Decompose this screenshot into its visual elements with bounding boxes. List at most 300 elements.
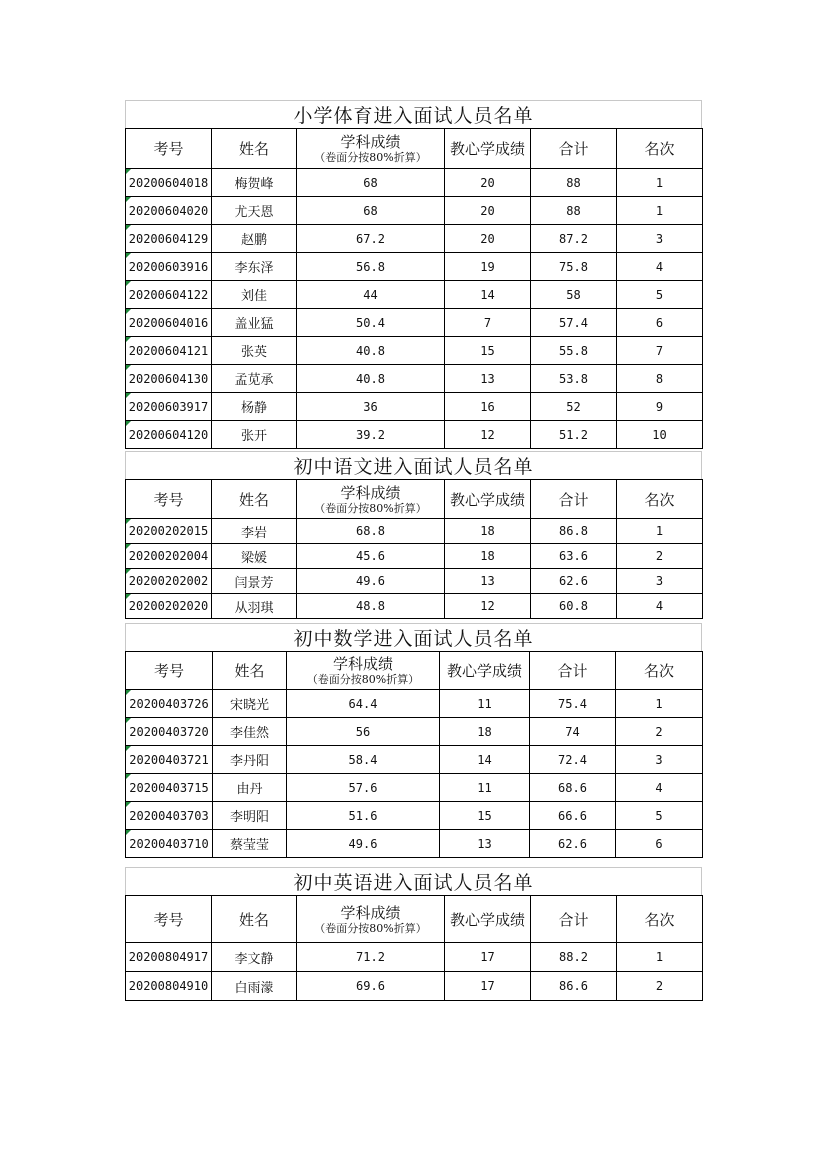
cell-name-text: 刘佳 [240,289,267,304]
cell-pedagogy [445,309,531,337]
cell-name-text: 白雨濛 [234,980,274,996]
cell-id [126,421,212,449]
cell-total-text: 86.8 [559,524,588,538]
cell-total [531,594,617,619]
cell-subject-text: 56 [355,724,371,739]
cell-pedagogy-text: 14 [477,752,492,767]
section-title: 初中英语进入面试人员名单 [125,867,702,895]
header-id: 考号 [126,129,212,169]
cell-total-text: 87.2 [559,231,588,246]
cell-id-text: 20200403710 [129,836,209,851]
table-row [126,746,703,774]
cell-id [126,746,213,774]
cell-total [531,519,617,544]
cell-pedagogy-text: 11 [477,780,492,795]
cell-id [126,519,212,544]
cell-id [126,253,212,281]
header-subject-label: 学科成绩 [340,903,401,922]
header-name: 姓名 [212,129,297,169]
cell-id-text: 20200202002 [128,574,209,588]
cell-name-text: 李文静 [234,951,274,967]
cell-id-text: 20200604129 [128,231,209,246]
cell-rank-text: 2 [655,549,664,563]
cell-name [213,774,287,802]
cell-name [213,830,287,858]
cell-pedagogy [445,544,531,569]
cell-pedagogy [440,802,530,830]
cell-pedagogy-text: 17 [480,979,495,993]
cell-name-text: 李丹阳 [229,754,269,769]
cell-name-text: 尤天恩 [234,205,274,220]
roster-table [125,479,703,619]
table-row [126,197,703,225]
cell-id [126,830,213,858]
cell-total-text: 74 [565,724,580,739]
cell-id-text: 20200604122 [128,287,209,302]
cell-subject [297,421,445,449]
cell-total-text: 88.2 [559,950,588,964]
header-row [126,129,703,169]
cell-id-text: 20200403715 [129,780,209,795]
table-row [126,393,703,421]
header-subject-label: 学科成绩 [332,655,393,673]
cell-total [531,281,617,309]
cell-rank-text: 5 [655,287,664,302]
cell-pedagogy [445,594,531,619]
cell-rank-text: 1 [655,950,664,964]
cell-rank-text: 8 [655,371,664,386]
cell-subject [297,943,445,972]
cell-pedagogy-text: 20 [480,231,495,246]
cell-rank [617,309,703,337]
cell-pedagogy [445,972,531,1001]
roster-table [125,895,703,1001]
table-row [126,309,703,337]
cell-subject [297,365,445,393]
cell-name [212,169,297,197]
cell-rank-text: 4 [655,599,664,613]
cell-rank-text: 6 [655,836,663,851]
header-subject-note: （卷面分按80%折算） [314,501,427,515]
cell-rank [616,746,703,774]
header-total: 合计 [530,652,616,690]
table-row [126,690,703,718]
section-title: 小学体育进入面试人员名单 [125,100,702,128]
cell-pedagogy [445,393,531,421]
cell-subject-text: 45.6 [356,549,385,563]
cell-rank [617,365,703,393]
cell-subject [297,169,445,197]
cell-pedagogy-text: 7 [483,315,492,330]
cell-subject [297,197,445,225]
section-title: 初中数学进入面试人员名单 [125,623,702,651]
cell-name-text: 蔡莹莹 [229,838,269,853]
cell-pedagogy [445,337,531,365]
cell-indicator-icon [126,281,131,286]
cell-name-text: 宋晓光 [229,698,269,713]
cell-rank [617,972,703,1001]
cell-id [126,943,212,972]
header-id: 考号 [126,896,212,943]
cell-id-text: 20200804910 [128,979,209,993]
cell-pedagogy [445,281,531,309]
cell-pedagogy-text: 14 [480,287,495,302]
cell-id-text: 20200202004 [128,549,209,563]
cell-indicator-icon [126,774,131,779]
roster-table [125,128,703,449]
cell-pedagogy-text: 18 [480,549,495,563]
cell-id [126,544,212,569]
cell-rank-text: 3 [655,231,664,246]
cell-pedagogy-text: 18 [480,524,495,538]
cell-rank [616,690,703,718]
cell-total [531,169,617,197]
header-subject [297,129,445,169]
cell-rank-text: 4 [655,780,663,795]
cell-rank [617,281,703,309]
cell-indicator-icon [126,519,131,524]
cell-pedagogy [445,519,531,544]
cell-pedagogy-text: 12 [480,427,495,442]
table-row [126,253,703,281]
cell-rank [617,393,703,421]
cell-id-text: 20200604020 [128,203,209,218]
cell-subject-text: 57.6 [348,780,378,795]
cell-id [126,281,212,309]
cell-rank [617,253,703,281]
cell-subject-text: 56.8 [356,259,385,274]
cell-total [530,718,616,746]
cell-rank [617,569,703,594]
cell-name [212,594,297,619]
cell-subject-text: 67.2 [356,231,385,246]
cell-subject [297,393,445,421]
cell-pedagogy [445,365,531,393]
cell-name [212,197,297,225]
cell-pedagogy-text: 19 [480,259,495,274]
cell-name [212,519,297,544]
header-name: 姓名 [213,652,287,690]
cell-id [126,225,212,253]
cell-subject [297,337,445,365]
table-row [126,544,703,569]
cell-subject [297,309,445,337]
cell-name [213,802,287,830]
cell-id [126,802,213,830]
header-id: 考号 [126,652,213,690]
table-row [126,718,703,746]
cell-rank-text: 3 [655,574,664,588]
cell-rank [616,718,703,746]
cell-subject [297,594,445,619]
cell-name-text: 李佳然 [229,726,269,741]
cell-total-text: 68.6 [558,780,587,795]
cell-id-text: 20200403726 [129,696,209,711]
cell-indicator-icon [126,569,131,574]
header-subject-label: 学科成绩 [340,483,401,502]
cell-total-text: 62.6 [559,574,588,588]
cell-name-text: 闫景芳 [234,575,274,591]
cell-rank-text: 10 [652,427,667,442]
cell-total-text: 51.2 [559,427,588,442]
header-subject-note: （卷面分按80%折算） [314,921,427,935]
cell-id-text: 20200403703 [129,808,209,823]
cell-pedagogy [445,197,531,225]
cell-total-text: 58 [566,287,581,302]
cell-pedagogy [445,943,531,972]
cell-indicator-icon [126,197,131,202]
cell-total [530,774,616,802]
cell-id [126,569,212,594]
table-row [126,225,703,253]
cell-subject-text: 50.4 [356,315,385,330]
cell-total-text: 53.8 [559,371,588,386]
cell-total [530,746,616,774]
cell-name [212,393,297,421]
cell-subject [297,281,445,309]
cell-pedagogy-text: 17 [480,950,495,964]
table-row [126,802,703,830]
cell-name [212,365,297,393]
cell-subject [297,569,445,594]
cell-rank [617,169,703,197]
cell-rank-text: 7 [655,343,664,358]
cell-id [126,690,213,718]
cell-name [212,337,297,365]
cell-subject-text: 51.6 [348,808,378,823]
cell-pedagogy-text: 20 [480,175,495,190]
cell-indicator-icon [126,830,131,835]
cell-name-text: 从羽琪 [234,600,274,616]
header-pedagogy: 教心学成绩 [445,896,531,943]
cell-rank-text: 6 [655,315,664,330]
cell-id [126,774,213,802]
section-title: 初中语文进入面试人员名单 [125,451,702,479]
cell-id-text: 20200604016 [128,315,209,330]
cell-pedagogy [445,225,531,253]
table-row [126,830,703,858]
cell-total [531,569,617,594]
cell-name [212,421,297,449]
cell-indicator-icon [126,746,131,751]
header-subject-note: （卷面分按80%折算） [314,151,427,164]
cell-subject [287,718,440,746]
cell-subject-text: 40.8 [356,343,385,358]
cell-indicator-icon [126,393,131,398]
cell-rank [617,421,703,449]
cell-indicator-icon [126,421,131,426]
header-rank: 名次 [616,652,703,690]
cell-pedagogy [445,569,531,594]
cell-pedagogy-text: 20 [480,203,495,218]
cell-indicator-icon [126,594,131,599]
table-row [126,421,703,449]
cell-pedagogy [445,421,531,449]
cell-subject-text: 48.8 [356,599,385,613]
cell-rank [617,519,703,544]
cell-total-text: 57.4 [559,315,588,330]
table-row [126,169,703,197]
cell-rank-text: 1 [655,696,663,711]
cell-rank-text: 9 [655,399,664,414]
cell-id-text: 20200403721 [129,752,209,767]
cell-subject [287,690,440,718]
cell-indicator-icon [126,169,131,174]
cell-indicator-icon [126,718,131,723]
cell-id-text: 20200804917 [128,950,209,964]
cell-pedagogy [440,774,530,802]
cell-total [531,544,617,569]
header-subject-note: （卷面分按80%折算） [306,673,420,686]
cell-id [126,197,212,225]
cell-pedagogy [440,746,530,774]
cell-name [212,309,297,337]
header-total: 合计 [531,896,617,943]
table-row [126,774,703,802]
cell-id [126,337,212,365]
cell-id-text: 20200403720 [129,724,209,739]
cell-subject-text: 71.2 [356,950,385,964]
cell-id [126,393,212,421]
cell-name-text: 杨静 [240,401,267,416]
cell-id-text: 20200202015 [128,524,209,538]
roster-table [125,651,703,858]
cell-subject-text: 58.4 [348,752,378,767]
cell-total-text: 60.8 [559,599,588,613]
cell-pedagogy-text: 16 [480,399,495,414]
cell-total [531,225,617,253]
cell-name [212,253,297,281]
cell-subject-text: 40.8 [356,371,385,386]
cell-rank-text: 2 [655,724,663,739]
cell-rank-text: 1 [655,203,664,218]
cell-subject-text: 64.4 [348,696,378,711]
cell-subject [297,544,445,569]
table-row [126,943,703,972]
cell-rank [617,544,703,569]
cell-total [531,393,617,421]
roster-section [125,451,702,619]
cell-name-text: 李东泽 [234,261,274,276]
cell-rank [616,830,703,858]
cell-total-text: 88 [566,203,581,218]
cell-indicator-icon [126,690,131,695]
cell-name-text: 梅贺峰 [234,177,274,192]
cell-total-text: 63.6 [559,549,588,563]
cell-name [213,746,287,774]
cell-id-text: 20200202020 [128,599,209,613]
cell-name-text: 李岩 [240,525,267,541]
cell-total-text: 62.6 [558,836,587,851]
cell-id-text: 20200604018 [128,175,209,190]
cell-id-text: 20200604130 [128,371,209,386]
cell-indicator-icon [126,337,131,342]
cell-subject-text: 39.2 [356,427,385,442]
header-subject-label: 学科成绩 [340,133,401,151]
cell-pedagogy [440,718,530,746]
header-row [126,652,703,690]
cell-indicator-icon [126,365,131,370]
header-id: 考号 [126,480,212,519]
cell-indicator-icon [126,253,131,258]
cell-rank [617,337,703,365]
cell-rank-text: 2 [655,979,664,993]
cell-total [531,972,617,1001]
cell-name-text: 梁媛 [240,550,267,566]
cell-id-text: 20200603917 [128,399,209,414]
cell-total-text: 75.8 [559,259,588,274]
cell-subject [297,972,445,1001]
cell-subject [297,253,445,281]
cell-name [213,690,287,718]
header-subject [297,896,445,943]
cell-name [212,569,297,594]
cell-subject [287,774,440,802]
cell-subject [287,802,440,830]
cell-rank [617,943,703,972]
cell-rank [617,225,703,253]
cell-total-text: 66.6 [558,808,587,823]
cell-subject [287,746,440,774]
cell-rank-text: 1 [655,175,664,190]
cell-name-text: 由丹 [236,782,263,797]
cell-subject-text: 49.6 [356,574,385,588]
cell-id [126,718,213,746]
cell-rank-text: 4 [655,259,664,274]
table-row [126,365,703,393]
cell-total [531,337,617,365]
cell-total [530,802,616,830]
header-name: 姓名 [212,480,297,519]
table-row [126,594,703,619]
cell-name-text: 张开 [240,429,267,444]
cell-name [213,718,287,746]
cell-subject-text: 36 [363,399,378,414]
cell-total-text: 75.4 [558,696,587,711]
cell-id-text: 20200604121 [128,343,209,358]
cell-rank [616,802,703,830]
cell-total [531,253,617,281]
cell-id [126,309,212,337]
header-row [126,896,703,943]
cell-total [531,197,617,225]
cell-id [126,594,212,619]
cell-pedagogy [445,169,531,197]
cell-pedagogy-text: 18 [477,724,492,739]
header-subject [297,480,445,519]
cell-name-text: 盖业猛 [234,317,274,332]
header-pedagogy: 教心学成绩 [445,129,531,169]
cell-pedagogy-text: 13 [480,371,495,386]
table-row [126,519,703,544]
cell-subject [297,519,445,544]
cell-subject-text: 69.6 [356,979,385,993]
cell-id [126,365,212,393]
cell-indicator-icon [126,544,131,549]
cell-total-text: 72.4 [558,752,587,767]
cell-total [531,421,617,449]
cell-subject-text: 49.6 [348,836,378,851]
header-subject [287,652,440,690]
cell-name [212,943,297,972]
cell-indicator-icon [126,309,131,314]
cell-total [530,830,616,858]
table-row [126,569,703,594]
cell-total [531,943,617,972]
cell-name-text: 李明阳 [229,810,269,825]
cell-rank [617,197,703,225]
cell-rank-text: 3 [655,752,663,767]
